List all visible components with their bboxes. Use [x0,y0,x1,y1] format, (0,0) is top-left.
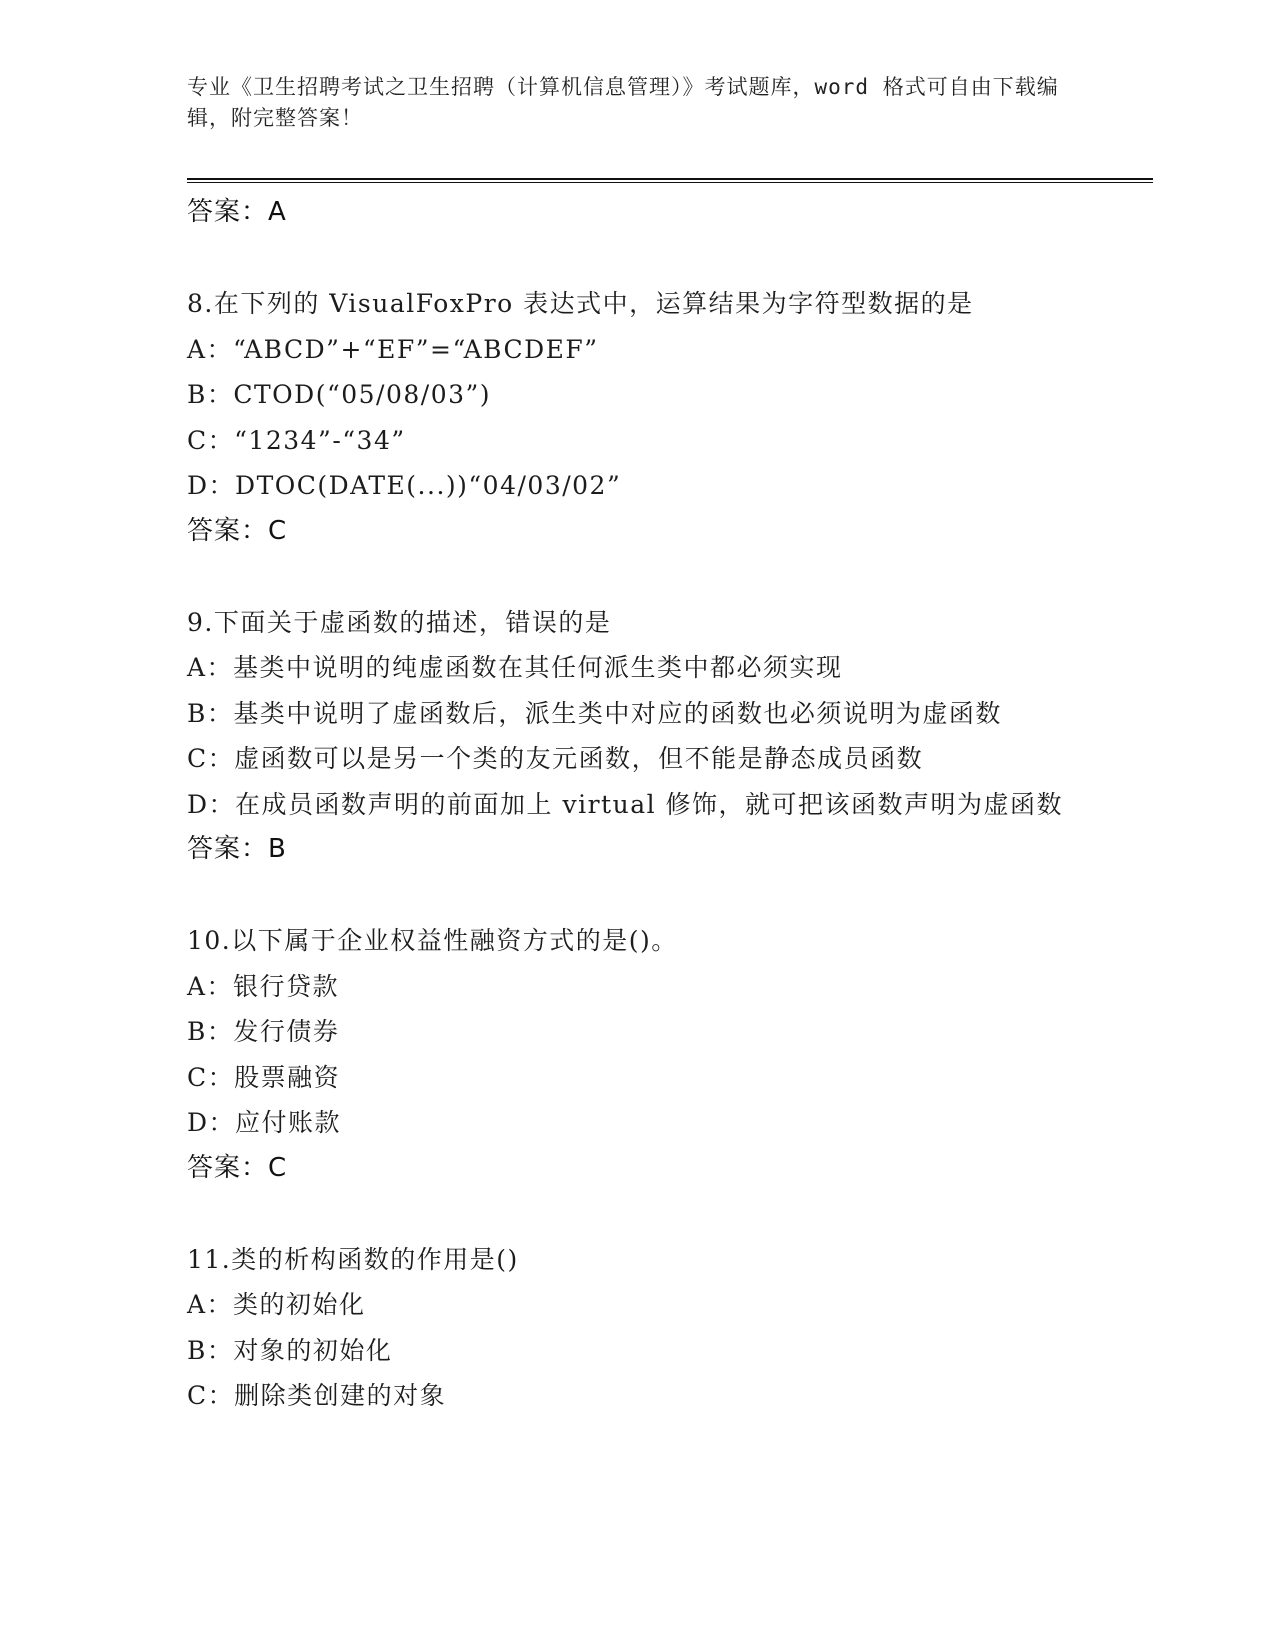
question-9-option-c: C：虚函数可以是另一个类的友元函数，但不能是静态成员函数 [187,744,924,773]
question-11-option-c: C：删除类创建的对象 [187,1381,447,1410]
question-10-option-a: A：银行贷款 [187,971,340,1001]
spacer [187,236,1087,282]
question-11 [187,1237,1087,1419]
question-10-option-d: D：应付账款 [187,1108,342,1137]
header-rule-thin [187,182,1153,183]
question-9-option-b: B：基类中说明了虚函数后，派生类中对应的函数也必须说明为虚函数 [187,698,1002,728]
header-rule-thick [187,178,1153,180]
question-10-text: 10.以下属于企业权益性融资方式的是()。 [187,926,678,955]
question-8 [187,281,1087,554]
question-8-option-c: C：“1234”-“34” [187,425,406,455]
spacer [187,873,1087,919]
question-8-option-a: A：“ABCD”+“EF”=“ABCDEF” [187,334,599,364]
question-9-answer: 答案：B [187,834,287,864]
question-10 [187,918,1087,1191]
question-8-option-d: D：DTOC(DATE(...))“04/03/02” [187,471,622,500]
question-11-option-b: B：对象的初始化 [187,1335,393,1365]
spacer [187,1191,1087,1237]
question-9-text: 9.下面关于虚函数的描述，错误的是 [187,607,612,637]
question-10-option-c: C：股票融资 [187,1062,341,1092]
question-11-text: 11.类的析构函数的作用是() [187,1244,519,1274]
question-8-text: 8.在下列的 VisualFoxPro 表达式中，运算结果为字符型数据的是 [187,289,974,318]
question-9-option-a: A：基类中说明的纯虚函数在其任何派生类中都必须实现 [187,653,843,682]
question-10-option-b: B：发行债券 [187,1017,340,1046]
document-header: 专业《卫生招聘考试之卫生招聘（计算机信息管理）》考试题库，word 格式可自由下载编辑，附完整答案！ [187,75,1059,130]
question-9 [187,600,1087,873]
question-8-option-b: B：CTOD(“05/08/03”) [187,380,492,409]
question-9-option-d: D：在成员函数声明的前面加上 virtual 修饰，就可把该函数声明为虚函数 [187,789,1064,819]
question-8-answer: 答案：C [187,515,288,546]
answer-previous: 答案：A [187,197,287,227]
question-content [187,190,1087,1419]
spacer [187,554,1087,600]
question-11-option-a: A：类的初始化 [187,1290,366,1319]
question-10-answer: 答案：C [187,1152,288,1183]
